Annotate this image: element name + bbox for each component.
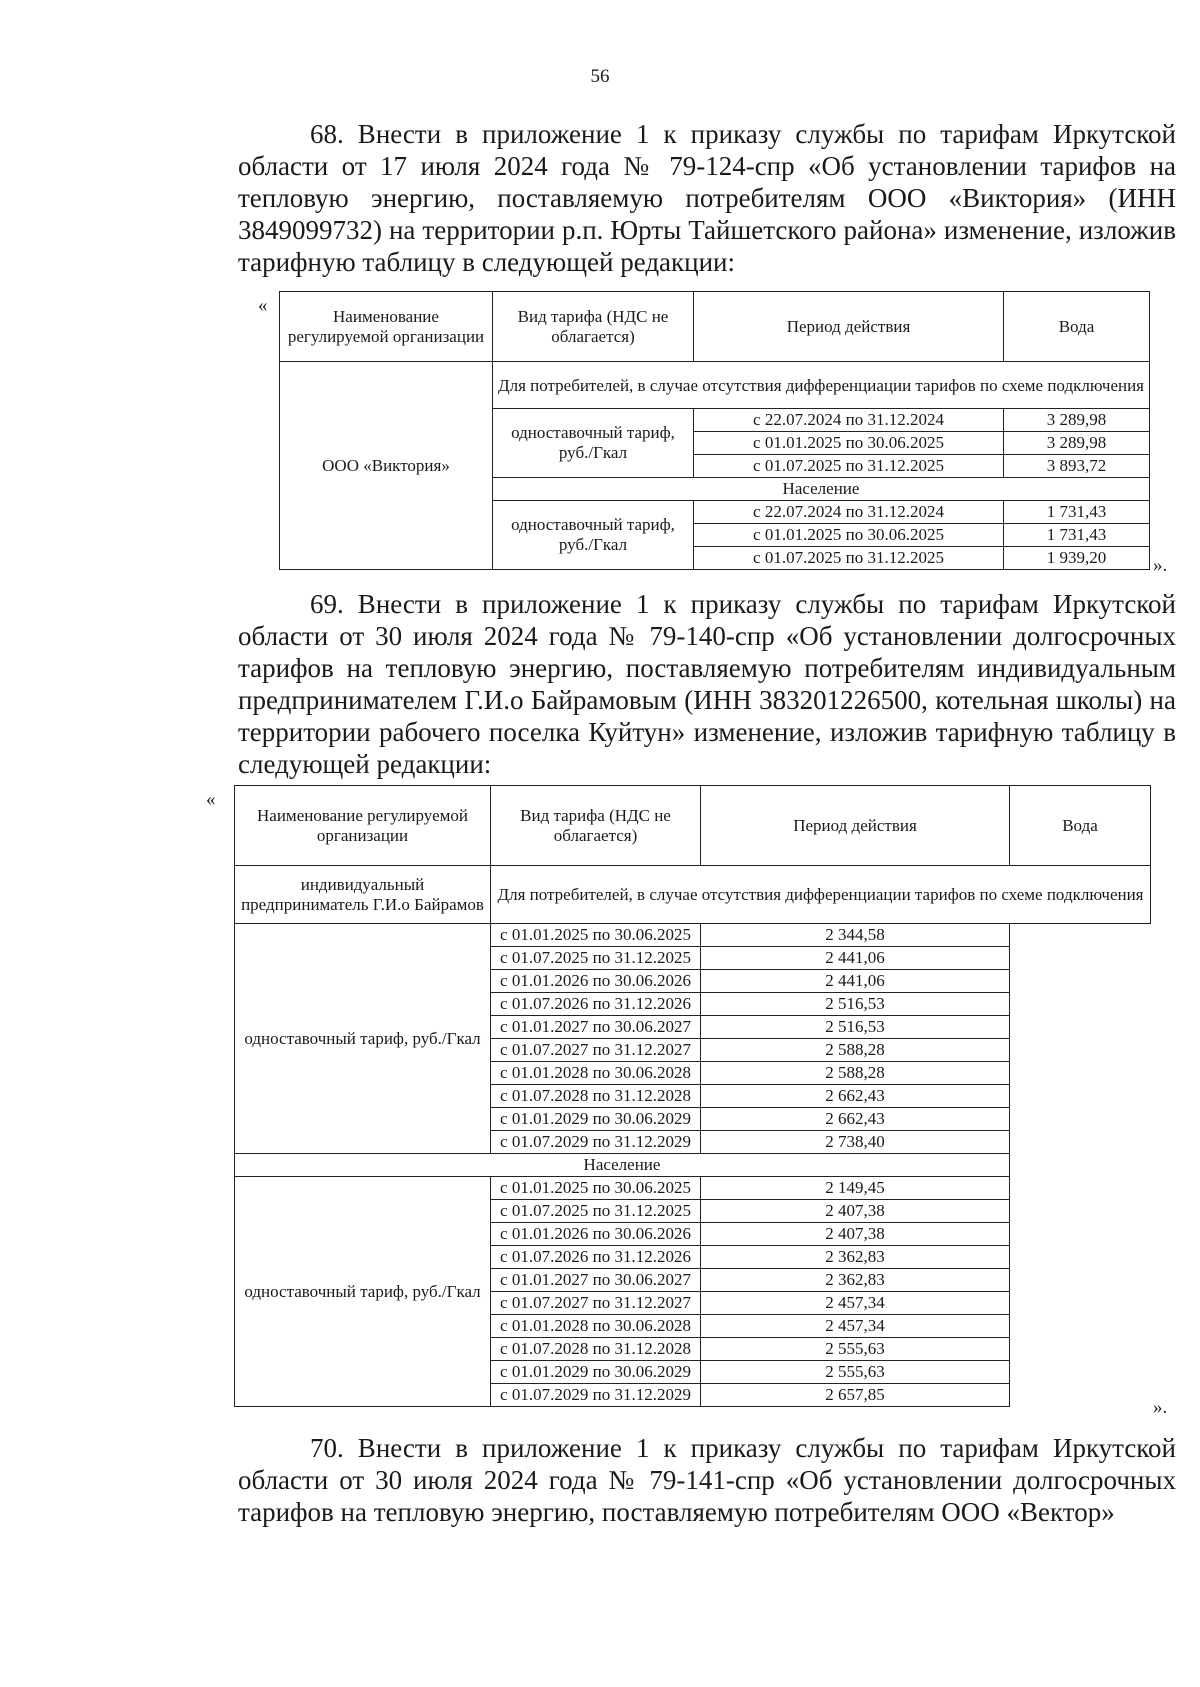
paragraph-68 [238, 118, 1176, 278]
value-cell: 1 939,20 [1004, 547, 1150, 570]
period-cell: с 01.07.2025 по 31.12.2025 [694, 455, 1004, 478]
value-cell: 2 362,83 [701, 1269, 1010, 1292]
value-cell: 1 731,43 [1004, 501, 1150, 524]
period-cell: с 01.01.2027 по 30.06.2027 [491, 1016, 701, 1039]
value-cell: 2 555,63 [701, 1361, 1010, 1384]
period-cell: с 01.01.2025 по 30.06.2025 [694, 524, 1004, 547]
header-organization: Наименование регулируемой организации [235, 786, 491, 866]
table-header-row [280, 292, 1150, 362]
close-quote-69: ». [1153, 1397, 1168, 1418]
table-row [235, 1177, 1151, 1200]
value-cell: 2 588,28 [701, 1039, 1010, 1062]
value-cell: 2 657,85 [701, 1384, 1010, 1407]
period-cell: с 01.01.2026 по 30.06.2026 [491, 1223, 701, 1246]
paragraph-70-text: 70. Внести в приложение 1 к приказу службы по тарифам Иркутской области от 30 июля 2024 года № 79-141-спр «Об установлении долгосрочных тарифов на тепловую энергию, поставляемую потребителям ООО «Вектор» [238, 1433, 1176, 1527]
period-cell: с 01.07.2028 по 31.12.2028 [491, 1338, 701, 1361]
organization-cell: ООО «Виктория» [280, 362, 493, 570]
page-number: 56 [590, 66, 610, 87]
header-water: Вода [1010, 786, 1151, 866]
paragraph-68-text: 68. Внести в приложение 1 к приказу службы по тарифам Иркутской области от 17 июля 2024 года № 79-124-спр «Об установлении тарифов на тепловую энергию, поставляемую потребителям ООО «Виктория» (ИНН 3849099732) на территории р.п. Юрты Тайшетского района» изменение, изложив тарифную таблицу в следующей редакции: [238, 119, 1176, 277]
period-cell: с 01.07.2027 по 31.12.2027 [491, 1292, 701, 1315]
value-cell: 3 289,98 [1004, 409, 1150, 432]
group-label: Для потребителей, в случае отсутствия дифференциации тарифов по схеме подключения [491, 866, 1151, 924]
tariff-table-68 [279, 291, 1150, 570]
value-cell: 2 362,83 [701, 1246, 1010, 1269]
period-cell: с 01.07.2028 по 31.12.2028 [491, 1085, 701, 1108]
period-cell: с 01.07.2029 по 31.12.2029 [491, 1131, 701, 1154]
tariff-table-69 [234, 785, 1151, 1407]
tariff-type-cell: одноставочный тариф, руб./Гкал [493, 501, 694, 570]
period-cell: с 01.07.2025 по 31.12.2025 [491, 947, 701, 970]
close-quote-68: ». [1153, 555, 1168, 576]
period-cell: с 01.07.2027 по 31.12.2027 [491, 1039, 701, 1062]
group-label: Для потребителей, в случае отсутствия дифференциации тарифов по схеме подключения [493, 362, 1150, 409]
value-cell: 3 289,98 [1004, 432, 1150, 455]
header-tariff-type: Вид тарифа (НДС не облагается) [491, 786, 701, 866]
period-cell: с 22.07.2024 по 31.12.2024 [694, 409, 1004, 432]
period-cell: с 01.01.2028 по 30.06.2028 [491, 1062, 701, 1085]
tariff-type-cell: одноставочный тариф, руб./Гкал [493, 409, 694, 478]
header-organization: Наименование регулируемой организации [280, 292, 493, 362]
value-cell: 2 662,43 [701, 1108, 1010, 1131]
period-cell: с 01.07.2025 по 31.12.2025 [491, 1200, 701, 1223]
value-cell: 2 407,38 [701, 1223, 1010, 1246]
period-cell: с 01.07.2026 по 31.12.2026 [491, 993, 701, 1016]
table-row [235, 924, 1151, 947]
group-label: Население [235, 1154, 1010, 1177]
period-cell: с 22.07.2024 по 31.12.2024 [694, 501, 1004, 524]
header-period: Период действия [694, 292, 1004, 362]
header-water: Вода [1004, 292, 1150, 362]
value-cell: 3 893,72 [1004, 455, 1150, 478]
period-cell: с 01.07.2026 по 31.12.2026 [491, 1246, 701, 1269]
value-cell: 2 344,58 [701, 924, 1010, 947]
period-cell: с 01.01.2027 по 30.06.2027 [491, 1269, 701, 1292]
table-header-row [235, 786, 1151, 866]
value-cell: 2 441,06 [701, 970, 1010, 993]
period-cell: с 01.01.2029 по 30.06.2029 [491, 1108, 701, 1131]
value-cell: 2 555,63 [701, 1338, 1010, 1361]
value-cell: 1 731,43 [1004, 524, 1150, 547]
value-cell: 2 457,34 [701, 1315, 1010, 1338]
tariff-type-cell: одноставочный тариф, руб./Гкал [235, 924, 491, 1154]
header-period: Период действия [701, 786, 1010, 866]
period-cell: с 01.01.2029 по 30.06.2029 [491, 1361, 701, 1384]
value-cell: 2 441,06 [701, 947, 1010, 970]
period-cell: с 01.01.2025 по 30.06.2025 [694, 432, 1004, 455]
period-cell: с 01.01.2025 по 30.06.2025 [491, 924, 701, 947]
open-quote-68: « [258, 295, 268, 316]
period-cell: с 01.01.2028 по 30.06.2028 [491, 1315, 701, 1338]
value-cell: 2 738,40 [701, 1131, 1010, 1154]
open-quote-69: « [206, 789, 216, 810]
value-cell: 2 149,45 [701, 1177, 1010, 1200]
value-cell: 2 662,43 [701, 1085, 1010, 1108]
paragraph-69-text: 69. Внести в приложение 1 к приказу службы по тарифам Иркутской области от 30 июля 2024 года № 79-140-спр «Об установлении долгосрочных тарифов на тепловую энергию, поставляемую потребителям индивидуальным предпринимателем Г.И.о Байрамовым (ИНН 383201226500, котельная школы) на территории рабочего поселка Куйтун» изменение, изложив тарифную таблицу в следующей редакции: [238, 589, 1176, 779]
period-cell: с 01.07.2029 по 31.12.2029 [491, 1384, 701, 1407]
value-cell: 2 516,53 [701, 993, 1010, 1016]
organization-cell: индивидуальный предприниматель Г.И.о Байрамов [235, 866, 491, 924]
paragraph-69 [238, 588, 1176, 780]
paragraph-70 [238, 1432, 1176, 1528]
value-cell: 2 457,34 [701, 1292, 1010, 1315]
period-cell: с 01.01.2025 по 30.06.2025 [491, 1177, 701, 1200]
group-label: Население [493, 478, 1150, 501]
period-cell: с 01.07.2025 по 31.12.2025 [694, 547, 1004, 570]
header-tariff-type: Вид тарифа (НДС не облагается) [493, 292, 694, 362]
tariff-type-cell: одноставочный тариф, руб./Гкал [235, 1177, 491, 1407]
period-cell: с 01.01.2026 по 30.06.2026 [491, 970, 701, 993]
value-cell: 2 407,38 [701, 1200, 1010, 1223]
value-cell: 2 516,53 [701, 1016, 1010, 1039]
value-cell: 2 588,28 [701, 1062, 1010, 1085]
